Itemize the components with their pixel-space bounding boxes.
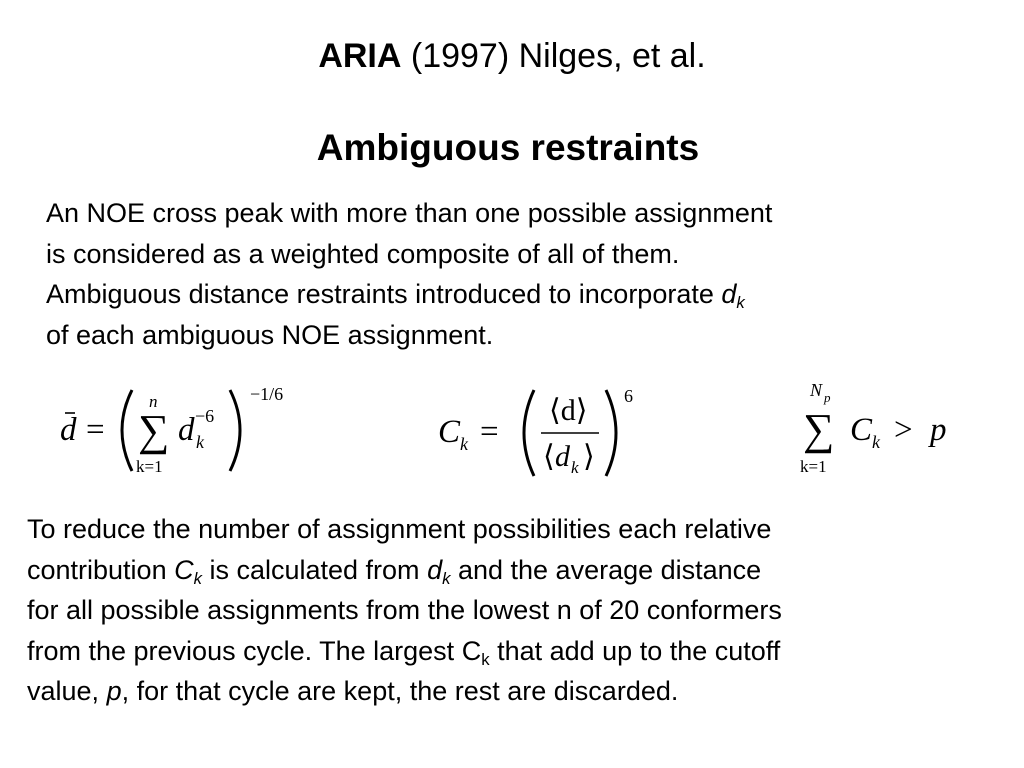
eq1-outer-exponent: −1/6 [250, 384, 284, 404]
explanation-sub-k-3: k [481, 649, 490, 669]
eq2-numerator: ⟨d⟩ [549, 394, 588, 427]
explanation-line-2-c: and the average distance [450, 554, 762, 585]
explanation-sub-k-2: k [442, 568, 451, 588]
explanation-line-4-a: from the previous cycle. The largest C [27, 635, 482, 666]
eq3-rhs: p [930, 412, 947, 448]
eq1-sum-lower: k=1 [136, 457, 163, 476]
explanation-line-5-a: value, [27, 676, 107, 706]
eq3-relation: > [894, 412, 913, 448]
eq2-equals: = [480, 414, 499, 450]
eq1-sigma: ∑ [138, 406, 170, 455]
explanation-line-3: for all possible assignments from the lowest n of 20 conformers [27, 595, 782, 625]
eq3-term-sub: k [872, 432, 880, 452]
eq3-sigma: ∑ [803, 405, 835, 454]
eq1-left-paren [122, 390, 132, 471]
eq3-upper-sub: p [824, 390, 831, 405]
eq1-term-var: d [178, 412, 195, 448]
eq3-sum-lower: k=1 [800, 457, 827, 476]
explanation-line-2-b: is calculated from [201, 554, 428, 585]
intro-line-4: of each ambiguous NOE assignment. [46, 319, 494, 350]
eq1-equals: = [86, 412, 105, 448]
explanation-line-2-a: contribution [27, 554, 175, 585]
title-citation: (1997) Nilges, et al. [401, 37, 706, 75]
eq1-lhs: d [60, 412, 77, 448]
explanation-sub-k-1: k [193, 568, 202, 588]
explanation-var-C: C [174, 554, 194, 585]
explanation-line-2 [27, 550, 1017, 591]
explanation-line-1: To reduce the number of assignment possibilities each relative [27, 514, 772, 544]
eq2-denominator-close: ⟩ [583, 440, 595, 473]
explanation-paragraph [27, 509, 1017, 712]
intro-paragraph [46, 193, 996, 355]
explanation-line-4 [27, 631, 1017, 672]
explanation-var-p: p [106, 676, 122, 706]
eq2-denominator-var: d [555, 440, 570, 473]
equation-relative-contribution [438, 378, 658, 488]
eq2-lhs-sub: k [460, 434, 468, 454]
eq1-right-paren [230, 390, 240, 471]
slide-title [0, 36, 1024, 76]
eq2-left-paren [524, 390, 534, 476]
eq2-lhs-var: C [438, 414, 461, 450]
explanation-line-5 [27, 671, 1017, 712]
eq1-term-sup: −6 [195, 406, 215, 426]
intro-line-3 [46, 274, 996, 315]
explanation-var-d: d [427, 554, 443, 585]
eq2-denominator-open: ⟨ [543, 440, 555, 473]
intro-line-1: An NOE cross peak with more than one possible assignment [46, 198, 773, 228]
section-heading: Ambiguous restraints [316, 127, 700, 168]
eq2-right-paren [606, 390, 616, 476]
explanation-line-5-b: , for that cycle are kept, the rest are discarded. [121, 676, 679, 706]
intro-var-d: d [721, 279, 737, 309]
eq1-term-sub: k [196, 432, 204, 452]
eq2-denominator-sub: k [571, 458, 579, 477]
intro-line-3-text: Ambiguous distance restraints introduced to incorporate [46, 279, 722, 309]
eq2-exponent: 6 [624, 386, 633, 406]
title-acronym: ARIA [318, 37, 402, 75]
explanation-line-4-b: that add up to the cutoff [489, 635, 781, 666]
eq3-upper-var: N [810, 380, 823, 400]
equation-average-distance [60, 378, 320, 483]
eq1-sum-upper: n [149, 392, 158, 411]
eq3-term-var: C [850, 412, 873, 448]
equation-cutoff [800, 372, 980, 482]
intro-sub-k: k [736, 293, 745, 313]
intro-line-2: is considered as a weighted composite of all of them. [46, 238, 680, 269]
